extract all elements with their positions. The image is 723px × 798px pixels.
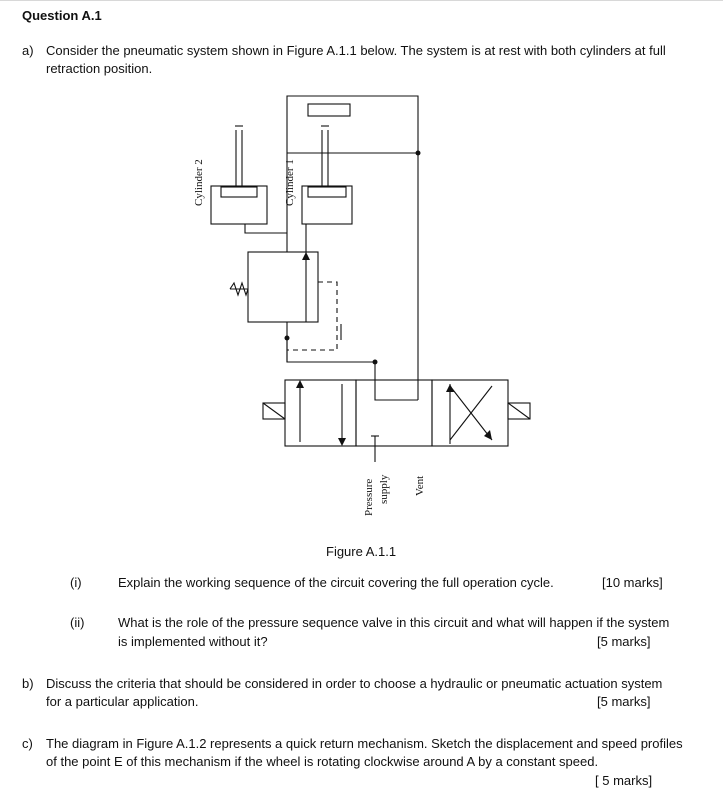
part-b-line1: Discuss the criteria that should be considered in order to choose a hydraulic or pneumatic actuation system [46,676,663,691]
part-b-line2: for a particular application. [46,694,199,709]
pneumatic-circuit-diagram [190,88,550,518]
sub-ii-label: (ii) [70,615,85,630]
cylinder-1-body [302,186,352,224]
sub-i-label: (i) [70,575,82,590]
label-supply: supply [378,474,390,504]
part-c-marks: [ 5 marks] [595,773,653,788]
cylinder-1-piston [308,187,346,197]
label-cylinder-2: Cylinder 2 [193,159,205,206]
part-c-line1: The diagram in Figure A.1.2 represents a quick return mechanism. Sketch the displacement and speed profiles [46,736,683,751]
label-vent: Vent [414,475,426,496]
part-b-label: b) [22,676,34,691]
part-b-marks: [5 marks] [597,694,651,709]
label-cylinder-1: Cylinder 1 [284,159,296,206]
part-a-line2: retraction position. [46,61,153,76]
cylinder-2-piston [221,187,257,197]
question-title: Question A.1 [22,8,102,23]
sub-i-text: Explain the working sequence of the circuit covering the full operation cycle. [118,575,554,590]
sub-ii-marks: [5 marks] [597,634,651,649]
figure-caption: Figure A.1.1 [326,544,397,559]
sub-ii-line1: What is the role of the pressure sequence valve in this circuit and what will happen if the system [118,615,670,630]
dcv-box-right [432,380,508,446]
part-a-line1: Consider the pneumatic system shown in Figure A.1.1 below. The system is at rest with both cylinders at full [46,43,666,58]
sequence-valve [248,252,318,322]
page-top-border [0,0,723,1]
label-pressure: Pressure [363,478,375,516]
sub-i-marks: [10 marks] [602,575,663,590]
dcv-box-left [285,380,356,446]
cylinder-1-top-stop [308,104,350,116]
dcv-box-center [356,380,432,446]
cylinder-2-body [211,186,267,224]
sub-ii-line2: is implemented without it? [118,634,268,649]
part-c-label: c) [22,736,33,751]
part-c-line2: of the point E of this mechanism if the wheel is rotating clockwise around A by a constant speed. [46,754,599,769]
part-a-label: a) [22,43,34,58]
